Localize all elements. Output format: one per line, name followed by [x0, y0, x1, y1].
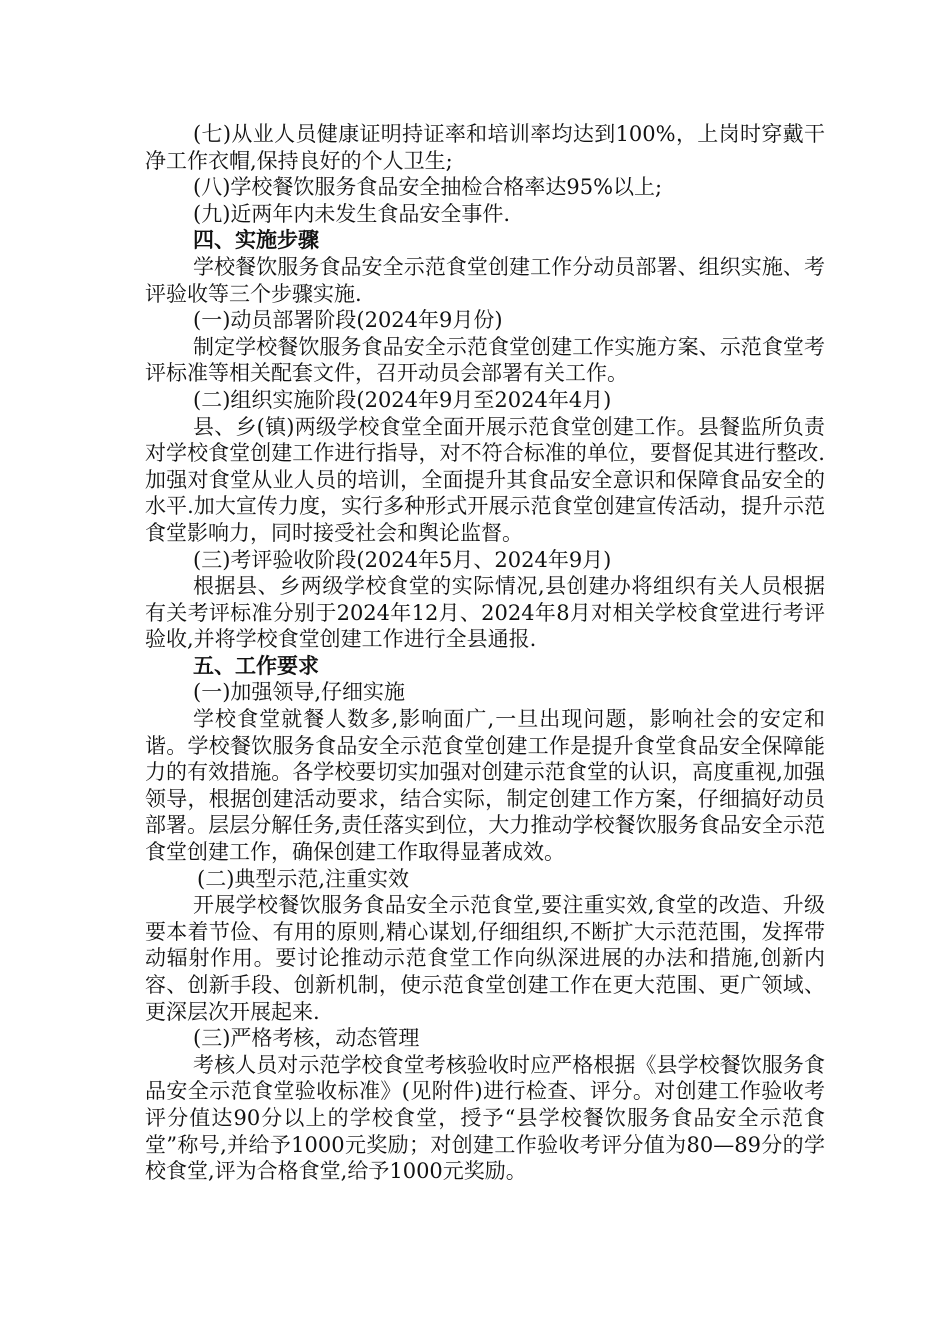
subheading-demonstration: (二)典型示范,注重实效: [197, 866, 410, 891]
subheading-leadership: (一)加强领导,仔细实施: [193, 680, 406, 705]
paragraph-item-7: (七)从业人员健康证明持证率和培训率均达到100%，上岗时穿戴干净工作衣帽,保持良好的个人卫生;: [145, 122, 825, 173]
paragraph-evaluation: 根据县、乡两级学校食堂的实际情况,县创建办将组织有关人员根据有关考评标准分别于2024年12月、2024年8月对相关学校食堂进行考评验收,并将学校食堂创建工作进行全县通报.: [145, 574, 825, 652]
paragraph-assessment: 考核人员对示范学校食堂考核验收时应严格根据《县学校餐饮服务食品安全示范食堂验收标准》(见附件)进行检查、评分。对创建工作验收考评分值达90分以上的学校食堂，授予“县学校餐饮服务食品安全示范食堂”称号,并给予1000元奖励；对创建工作验收考评分值为80—89分的学校食堂,评为合格食堂,给予1000元奖励。: [145, 1052, 825, 1184]
subheading-assessment: (三)严格考核，动态管理: [193, 1026, 420, 1051]
paragraph-demonstration: 开展学校餐饮服务食品安全示范食堂,要注重实效,食堂的改造、升级要本着节俭、有用的原则,精心谋划,仔细组织,不断扩大示范范围，发挥带动辐射作用。要讨论推动示范食堂工作向纵深进展的办法和措施,创新内容、创新手段、创新机制，使示范食堂创建工作在更大范围、更广领域、更深层次开展起来.: [145, 893, 825, 1024]
paragraph-item-9: (九)近两年内未发生食品安全事件.: [193, 201, 511, 226]
paragraph-organization: 县、乡(镇)两级学校食堂全面开展示范食堂创建工作。县餐监所负责对学校食堂创建工作进行指导，对不符合标准的单位，要督促其进行整改.加强对食堂从业人员的培训，全面提升其食品安全意识和保障食品安全的水平.加大宣传力度，实行多种形式开展示范食堂创建宣传活动，提升示范食堂影响力，同时接受社会和舆论监督。: [145, 414, 825, 545]
document-body: [145, 121, 825, 1185]
paragraph-leadership: 学校食堂就餐人数多,影响面广,一旦出现问题，影响社会的安定和谐。学校餐饮服务食品安全示范食堂创建工作是提升食堂食品安全保障能力的有效措施。各学校要切实加强对创建示范食堂的认识，高度重视,加强领导，根据创建活动要求，结合实际，制定创建工作方案，仔细搞好动员部署。层层分解任务,责任落实到位，大力推动学校餐饮服务食品安全示范食堂创建工作，确保创建工作取得显著成效。: [145, 707, 825, 865]
section-heading-implementation: 四、实施步骤: [193, 227, 319, 253]
subheading-evaluation: (三)考评验收阶段(2024年5月、2024年9月): [193, 547, 612, 572]
paragraph-item-8: (八)学校餐饮服务食品安全抽检合格率达95%以上;: [193, 175, 663, 200]
paragraph-implementation-intro: 学校餐饮服务食品安全示范食堂创建工作分动员部署、组织实施、考评验收等三个步骤实施.: [145, 254, 825, 306]
subheading-organization: (二)组织实施阶段(2024年9月至2024年4月): [193, 387, 612, 412]
section-heading-requirements: 五、工作要求: [193, 652, 319, 678]
paragraph-mobilization: 制定学校餐饮服务食品安全示范食堂创建工作实施方案、示范食堂考评标准等相关配套文件，召开动员会部署有关工作。: [145, 334, 825, 386]
subheading-mobilization: (一)动员部署阶段(2024年9月份): [193, 308, 503, 333]
